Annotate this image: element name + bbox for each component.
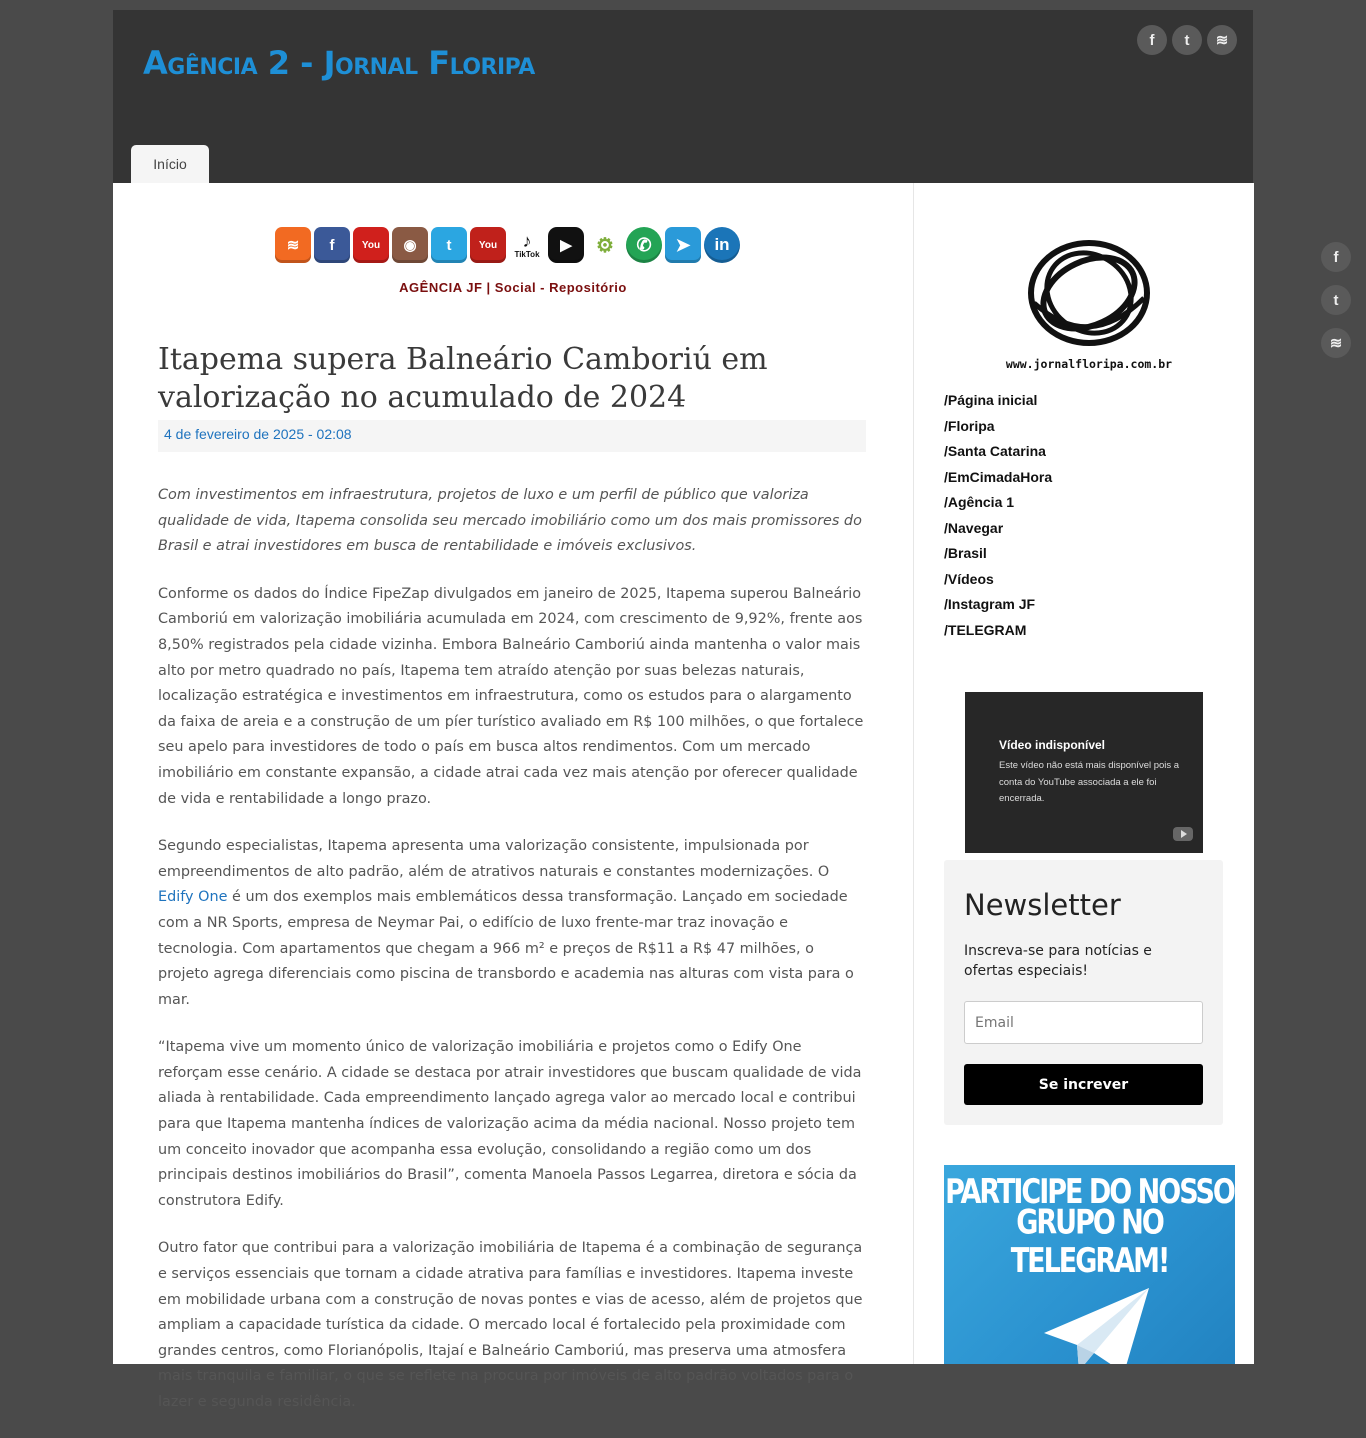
sidebar xyxy=(913,183,1254,1364)
linkedin-icon[interactable]: in xyxy=(704,227,740,263)
instagram-icon[interactable]: ◉ xyxy=(392,227,428,263)
agency-repository-link[interactable]: AGÊNCIA JF | Social - Repositório xyxy=(399,280,627,295)
subscribe-button[interactable]: Se increver xyxy=(964,1064,1203,1105)
article-paragraph: Outro fator que contribui para a valorização imobiliária de Itapema é a combinação de segurança e serviços essenciais que tornam a cidade atrativa para famílias e investidores. Itapema investe em mobilidade urbana com a construção de novas pontes e vias de acesso, além de projetos que ampliam a capacidade turística da cidade. O mercado local é fortalecido pela proximidade com grandes centros, como Florianópolis, Itajaí e Balneário Camboriú, mas preserva uma atmosfera mais tranquila e familiar, o que se reflete na procura por imóveis de alto padrão voltados para o lazer e segunda residência. xyxy=(158,1240,863,1410)
post-title: Itapema supera Balneário Camboriú em valorização no acumulado de 2024 xyxy=(158,342,768,415)
telegram-plane-icon xyxy=(1039,1283,1159,1364)
sidebar-item-santa-catarina[interactable]: /Santa Catarina xyxy=(944,443,1046,459)
social-icon-bar xyxy=(275,227,740,263)
article-paragraph: Conforme os dados do Índice FipeZap divulgados em janeiro de 2025, Itapema superou Balneário Camboriú em valorização imobiliária acumulada em 2024, com crescimento de 9,92%, frente aos 8,50% registrados pela cidade vizinha. Embora Balneário Camboriú ainda mantenha o valor mais alto por metro quadrado no país, Itapema tem atraído atenção por suas belezas naturais, localização estratégica e investimentos em infraestrutura, como os estudos para o alargamento da faixa de areia e a construção de um píer turístico avaliado em R$ 100 milhões, o que fortalece seu apelo para investidores de todo o país em busca altos rendimentos. Com um mercado imobiliário em constante expansão, a cidade atrai cada vez mais atenção por oferecer qualidade de vida e rentabilidade a longo prazo. xyxy=(158,585,864,807)
whatsapp-icon[interactable]: ✆ xyxy=(626,227,662,263)
article-paragraph: “Itapema vive um momento único de valorização imobiliária e projetos como o Edify One reforçam esse cenário. A cidade se destaca por atrair investidores que buscam qualidade de vida aliada à rentabilidade. Cada empreendimento lançado agrega valor ao mercado local e contribui para que Itapema mantenha índices de valorização acima da média nacional. Nosso projeto tem um conceito inovador que acompanha essa evolução, consolidando a região como um dos principais destinos imobiliários do Brasil”, comenta Manoela Passos Legarrea, diretora e sócia da construtora Edify. xyxy=(158,1039,862,1209)
banner-line-1: PARTICIPE DO NOSSO xyxy=(945,1173,1234,1212)
video-unavailable-message: Este vídeo não está mais disponível pois a conta do YouTube associada a ele foi encerrada. xyxy=(999,760,1180,804)
newsletter-widget xyxy=(944,860,1223,1125)
telegram-group-banner[interactable] xyxy=(944,1165,1235,1364)
rss-icon[interactable]: ≋ xyxy=(1207,25,1237,55)
banner-line-2: GRUPO NO TELEGRAM! xyxy=(1010,1203,1169,1281)
sidebar-item-videos[interactable]: /Vídeos xyxy=(944,570,994,587)
email-field[interactable] xyxy=(964,1001,1203,1044)
floating-social-bar xyxy=(1321,242,1351,358)
youtube-logo-icon[interactable] xyxy=(1173,827,1193,841)
sidebar-item-agencia-1[interactable]: /Agência 1 xyxy=(944,494,1015,510)
twitter-icon[interactable]: t xyxy=(431,227,467,263)
article-text: é um dos exemplos mais emblemáticos dessa transformação. Lançado em sociedade com a NR Sports, empresa de Neymar Pai, o edifício de luxo frente-mar traz inovação e tecnologia. Com apartamentos que chegam a 966 m² e preços de R$11 a R$ 47 milhões, o projeto agrega diferenciais como piscina de transbordo e academia nas alturas com vista para o mar. xyxy=(158,889,854,1008)
rss-icon[interactable]: ≋ xyxy=(275,227,311,263)
rss-icon[interactable]: ≋ xyxy=(1321,328,1351,358)
video-unavailable-title: Vídeo indisponível xyxy=(999,738,1106,752)
article-body xyxy=(158,483,868,1438)
twitter-icon[interactable]: t xyxy=(1321,285,1351,315)
youtube-play-icon[interactable]: ▶ xyxy=(548,227,584,263)
main-content xyxy=(113,183,913,1410)
facebook-icon[interactable]: f xyxy=(1137,25,1167,55)
twitter-icon[interactable]: t xyxy=(1172,25,1202,55)
header-social xyxy=(1137,25,1237,55)
post-date[interactable]: 4 de fevereiro de 2025 - 02:08 xyxy=(158,420,866,452)
youtube-alt-icon[interactable]: You xyxy=(470,227,506,263)
site-header xyxy=(113,10,1253,183)
article-lead: Com investimentos em infraestrutura, projetos de luxo e um perfil de público que valoriza qualidade de vida, Itapema consolida seu mercado imobiliário como um dos mais promissores do Brasil e atrai investidores em busca de rentabilidade e imóveis exclusivos. xyxy=(158,487,862,555)
tiktok-icon[interactable] xyxy=(509,227,545,263)
newsletter-description: Inscreva-se para notícias e ofertas especiais! xyxy=(964,943,1152,979)
sidebar-item-instagram-jf[interactable]: /Instagram JF xyxy=(944,596,1036,612)
tab-inicio[interactable]: Início xyxy=(131,145,209,183)
facebook-icon[interactable]: f xyxy=(1321,242,1351,272)
telegram-icon[interactable]: ➤ xyxy=(665,227,701,263)
sidebar-item-floripa[interactable]: /Floripa xyxy=(944,417,995,434)
sitemap-icon[interactable]: ⚙ xyxy=(587,227,623,263)
article-text: Segundo especialistas, Itapema apresenta uma valorização consistente, impulsionada por empreendimentos de alto padrão, além de atrativos naturais e constantes modernizações. O xyxy=(158,838,830,880)
sidebar-item-emcimadahora[interactable]: /EmCimadaHora xyxy=(944,468,1053,485)
sidebar-nav xyxy=(944,388,1052,643)
edify-one-link[interactable]: Edify One xyxy=(158,889,228,906)
page-wrapper xyxy=(113,10,1253,1410)
sidebar-item-navegar[interactable]: /Navegar xyxy=(944,519,1004,536)
youtube-icon[interactable]: You xyxy=(353,227,389,263)
article-paragraph xyxy=(158,834,868,1013)
youtube-embed[interactable] xyxy=(965,692,1203,853)
sidebar-item-telegram[interactable]: /TELEGRAM xyxy=(944,621,1027,638)
newsletter-title: Newsletter xyxy=(964,888,1121,922)
sidebar-item-pagina-inicial[interactable]: /Página inicial xyxy=(944,392,1038,408)
facebook-icon[interactable]: f xyxy=(314,227,350,263)
logo-url-text: www.jornalfloripa.com.br xyxy=(1005,357,1173,371)
tiktok-label: TikTok xyxy=(514,249,540,259)
site-title[interactable]: Agência 2 - Jornal Floripa xyxy=(143,44,535,82)
sidebar-item-brasil[interactable]: /Brasil xyxy=(944,545,987,561)
tiktok-glyph: ♪ xyxy=(522,230,532,251)
